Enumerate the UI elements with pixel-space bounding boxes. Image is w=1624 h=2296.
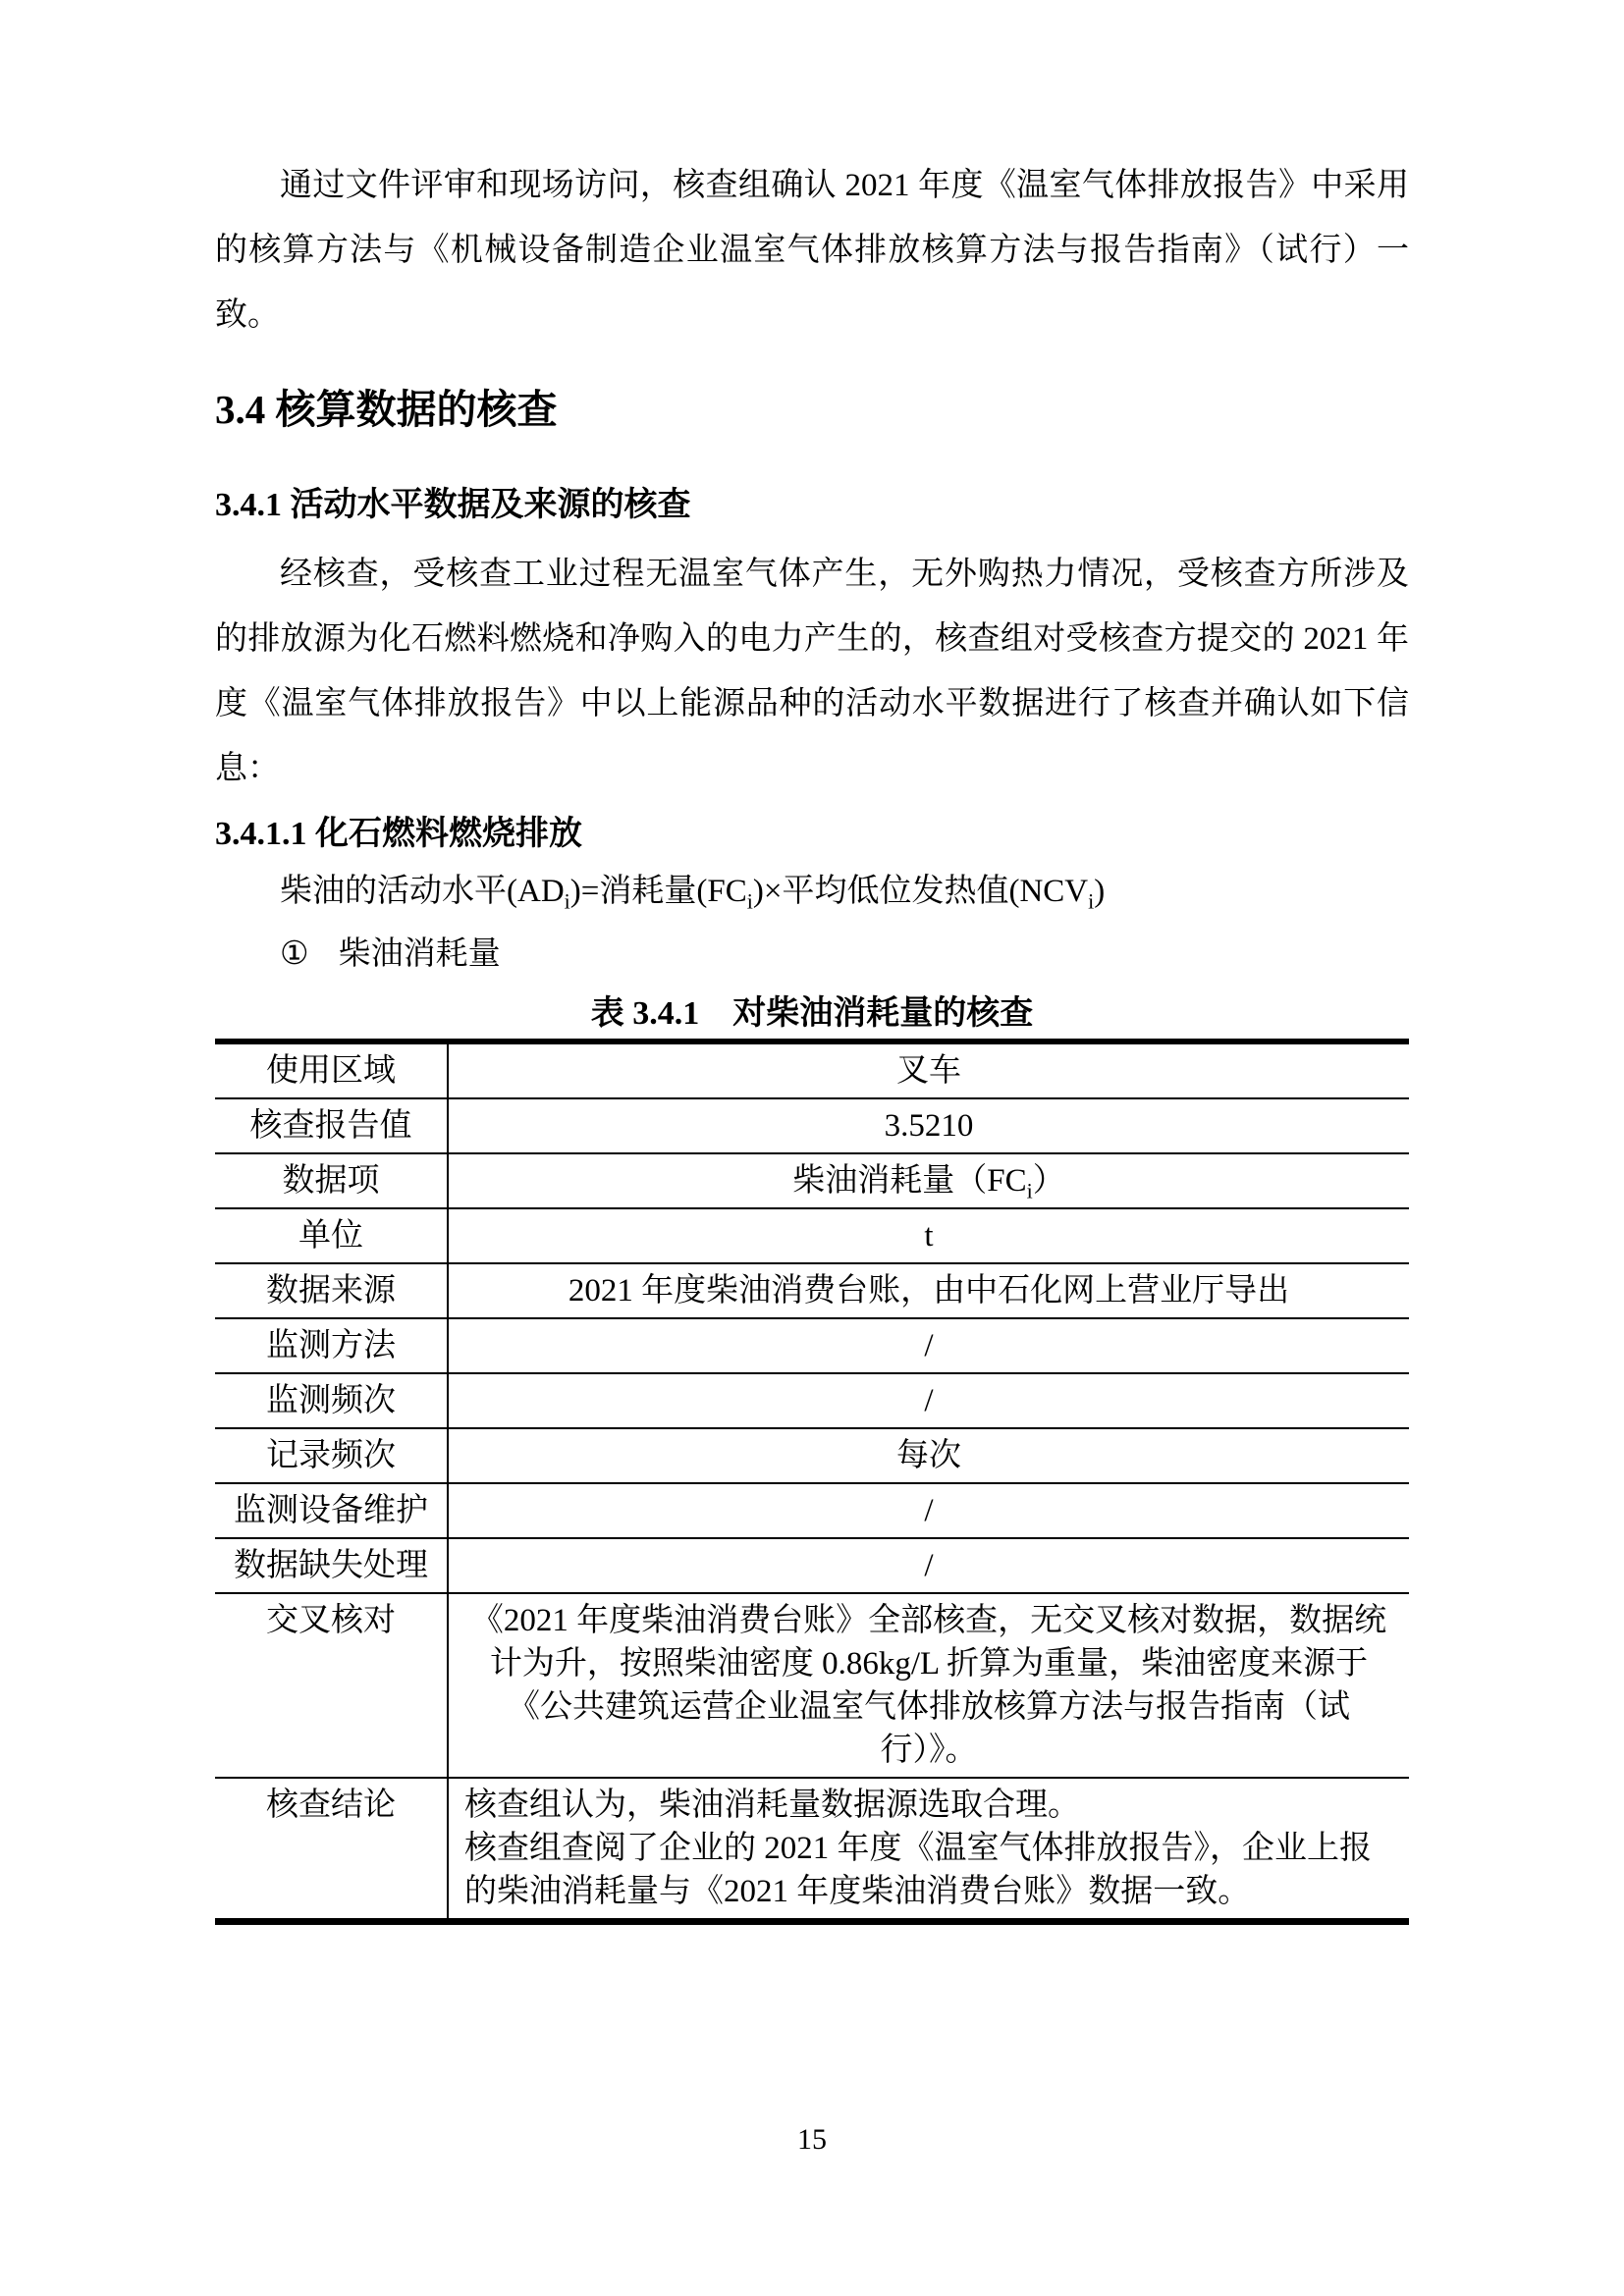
table-row	[215, 1483, 1409, 1538]
row-value: /	[448, 1318, 1409, 1373]
page-number: 15	[797, 2123, 827, 2156]
list-item-diesel-consumption	[215, 923, 1409, 986]
paragraph-method-confirmation: 通过文件评审和现场访问，核查组确认 2021 年度《温室气体排放报告》中采用的核算方法与《机械设备制造企业温室气体排放核算方法与报告指南》（试行）一致。	[215, 168, 1409, 333]
value-segment: ）	[1032, 1163, 1065, 1199]
row-value	[448, 1778, 1409, 1922]
formula-segment: )	[1094, 874, 1106, 909]
row-label: 使用区域	[215, 1041, 448, 1098]
row-value: 《2021 年度柴油消费台账》全部核查，无交叉核对数据，数据统计为升，按照柴油密度 0.86kg/L 折算为重量，柴油密度来源于《公共建筑运营企业温室气体排放核算方法与报告指南（试行）》。	[448, 1593, 1409, 1778]
heading-3-4: 3.4 核算数据的核查	[215, 387, 558, 432]
row-value: 2021 年度柴油消费台账，由中石化网上营业厅导出	[448, 1263, 1409, 1318]
circled-number-marker: ①	[280, 936, 309, 972]
row-value: /	[448, 1538, 1409, 1593]
conclusion-line: 核查组认为，柴油消耗量数据源选取合理。	[464, 1788, 1080, 1823]
row-label: 监测频次	[215, 1373, 448, 1428]
row-value	[448, 1153, 1409, 1208]
row-label: 数据项	[215, 1153, 448, 1208]
table-row	[215, 1153, 1409, 1208]
row-value: t	[448, 1208, 1409, 1263]
value-subscript: i	[1026, 1178, 1033, 1203]
table-row	[215, 1098, 1409, 1153]
formula-segment: )=消耗量(FC	[569, 874, 747, 909]
row-value: 3.5210	[448, 1098, 1409, 1153]
table-row	[215, 1778, 1409, 1922]
row-value: /	[448, 1483, 1409, 1538]
row-label: 核查结论	[215, 1778, 448, 1922]
row-label: 单位	[215, 1208, 448, 1263]
row-value: /	[448, 1373, 1409, 1428]
list-item-label: 柴油消耗量	[338, 936, 501, 972]
formula-subscript: i	[1088, 888, 1095, 914]
table-row	[215, 1593, 1409, 1778]
formula-segment: 柴油的活动水平(AD	[280, 874, 565, 909]
heading-3-4-1-1: 3.4.1.1 化石燃料燃烧排放	[215, 816, 582, 852]
row-label: 数据缺失处理	[215, 1538, 448, 1593]
table-row	[215, 1373, 1409, 1428]
row-value: 叉车	[896, 1053, 961, 1089]
row-label: 监测设备维护	[215, 1483, 448, 1538]
row-label: 数据来源	[215, 1263, 448, 1318]
formula-diesel-activity-level	[215, 860, 1409, 923]
table-row	[215, 1041, 1409, 1098]
row-label: 监测方法	[215, 1318, 448, 1373]
row-value: 每次	[448, 1428, 1409, 1483]
table-row	[215, 1428, 1409, 1483]
diesel-verification-table	[215, 1039, 1409, 1925]
conclusion-line: 核查组查阅了企业的 2021 年度《温室气体排放报告》，企业上报的柴油消耗量与《2021 年度柴油消费台账》数据一致。	[464, 1831, 1372, 1909]
row-label: 核查报告值	[215, 1098, 448, 1153]
value-segment: 柴油消耗量（FC	[792, 1163, 1027, 1199]
table-row	[215, 1263, 1409, 1318]
formula-subscript: i	[564, 888, 570, 914]
table-row	[215, 1318, 1409, 1373]
row-label: 交叉核对	[215, 1593, 448, 1778]
row-label: 记录频次	[215, 1428, 448, 1483]
table-row	[215, 1538, 1409, 1593]
table-caption: 表 3.4.1 对柴油消耗量的核查	[590, 995, 1034, 1032]
heading-3-4-1: 3.4.1 活动水平数据及来源的核查	[215, 487, 691, 523]
paragraph-activity-data: 经核查，受核查工业过程无温室气体产生，无外购热力情况，受核查方所涉及的排放源为化石燃料燃烧和净购入的电力产生的，核查组对受核查方提交的 2021 年度《温室气体排放报告》中以上能源品种的活动水平数据进行了核查并确认如下信息：	[215, 557, 1409, 786]
formula-segment: )×平均低位发热值(NCV	[752, 874, 1089, 909]
formula-subscript: i	[746, 888, 753, 914]
table-row	[215, 1208, 1409, 1263]
